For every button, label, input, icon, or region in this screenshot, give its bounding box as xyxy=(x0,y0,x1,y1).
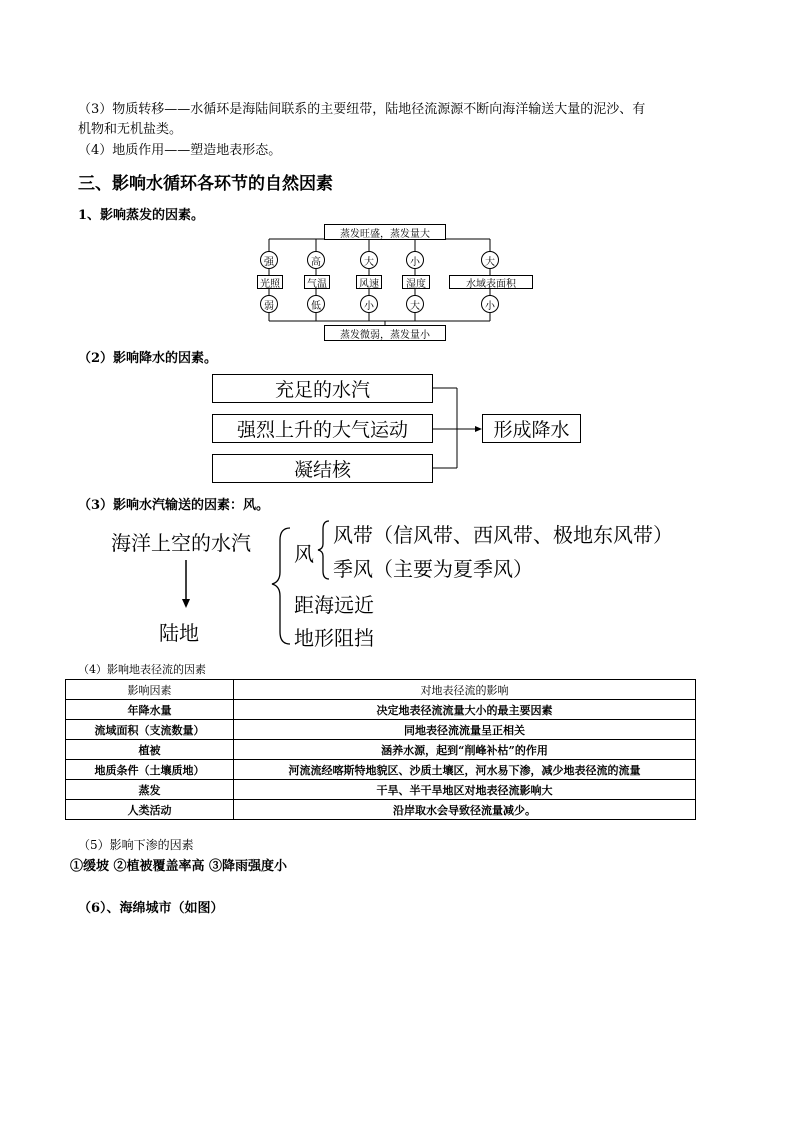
subheading-runoff: （4）影响地表径流的因素 xyxy=(78,663,206,676)
precip-factor-1: 充足的水汽 xyxy=(212,374,433,403)
evap-bottom-box: 蒸发微弱，蒸发量小 xyxy=(324,325,446,341)
subheading-vapor: （3）影响水汽输送的因素：风。 xyxy=(78,498,270,513)
table-cell-effect: 河流流经喀斯特地貌区、沙质土壤区，河水易下渗，减少地表径流的流量 xyxy=(234,760,696,780)
table-cell-effect: 沿岸取水会导致径流量减少。 xyxy=(234,800,696,820)
precip-factor-2: 强烈上升的大气运动 xyxy=(212,414,433,443)
section-title: 三、影响水循环各环节的自然因素 xyxy=(78,174,333,194)
table-cell-factor: 流域面积（支流数量） xyxy=(66,720,234,740)
precip-factor-3: 凝结核 xyxy=(212,454,433,483)
vapor-brace-outer xyxy=(270,526,294,648)
table-header-cell: 影响因素 xyxy=(66,680,234,700)
subheading-precipitation: （2）影响降水的因素。 xyxy=(78,351,218,366)
evap-col4-label: 湿度 xyxy=(402,275,430,289)
subheading-infiltration: （5）影响下渗的因素 xyxy=(78,838,194,852)
vapor-monsoon: 季风（主要为夏季风） xyxy=(333,557,533,581)
evap-col3-up: 大 xyxy=(360,251,378,269)
table-header-cell: 对地表径流的影响 xyxy=(234,680,696,700)
para-3-line1: （3）物质转移——水循环是海陆间联系的主要纽带，陆地径流源源不断向海洋输送大量的泥沙、有 xyxy=(78,102,646,117)
table-cell-effect: 决定地表径流流量大小的最主要因素 xyxy=(234,700,696,720)
table-cell-factor: 人类活动 xyxy=(66,800,234,820)
table-row xyxy=(66,700,696,720)
para-4: （4）地质作用——塑造地表形态。 xyxy=(78,143,282,158)
table-cell-effect: 干旱、半干旱地区对地表径流影响大 xyxy=(234,780,696,800)
evap-col5-label: 水域表面积 xyxy=(449,275,533,289)
vapor-distance: 距海远近 xyxy=(294,593,374,617)
table-cell-factor: 蒸发 xyxy=(66,780,234,800)
vapor-terrain: 地形阻挡 xyxy=(294,626,374,650)
table-row xyxy=(66,720,696,740)
precip-connector xyxy=(433,385,483,469)
evap-col5-down: 小 xyxy=(481,295,499,313)
vapor-arrow xyxy=(179,560,193,610)
table-row xyxy=(66,780,696,800)
evap-col2-down: 低 xyxy=(307,295,325,313)
evap-col1-label: 光照 xyxy=(257,275,283,289)
table-cell-effect: 涵养水源，起到“削峰补枯”的作用 xyxy=(234,740,696,760)
vapor-brace-inner xyxy=(316,519,332,581)
evap-col4-up: 小 xyxy=(406,251,424,269)
table-header-row xyxy=(66,680,696,700)
evap-col4-down: 大 xyxy=(406,295,424,313)
vapor-wind: 风 xyxy=(294,542,314,566)
evap-col1-up: 强 xyxy=(260,251,278,269)
evap-col1-down: 弱 xyxy=(260,295,278,313)
vapor-wind-belt: 风带（信风带、西风带、极地东风带） xyxy=(333,523,673,547)
precip-result: 形成降水 xyxy=(482,414,581,443)
evap-top-box: 蒸发旺盛，蒸发量大 xyxy=(324,224,446,240)
evap-col5-up: 大 xyxy=(481,251,499,269)
infiltration-items: ①缓坡 ②植被覆盖率高 ③降雨强度小 xyxy=(70,859,288,874)
table-cell-factor: 年降水量 xyxy=(66,700,234,720)
evap-col3-down: 小 xyxy=(360,295,378,313)
vapor-source: 海洋上空的水汽 xyxy=(111,531,251,555)
vapor-target: 陆地 xyxy=(159,621,199,645)
table-row xyxy=(66,800,696,820)
table-row xyxy=(66,760,696,780)
evap-col3-label: 风速 xyxy=(356,275,382,289)
evap-col2-label: 气温 xyxy=(304,275,330,289)
table-cell-effect: 同地表径流流量呈正相关 xyxy=(234,720,696,740)
subheading-sponge-city: （6）、海绵城市（如图） xyxy=(78,901,224,916)
para-3-line2: 机物和无机盐类。 xyxy=(78,122,183,137)
table-row xyxy=(66,740,696,760)
evap-col2-up: 高 xyxy=(307,251,325,269)
table-cell-factor: 植被 xyxy=(66,740,234,760)
table-cell-factor: 地质条件（土壤质地） xyxy=(66,760,234,780)
subheading-evaporation: 1、影响蒸发的因素。 xyxy=(78,208,205,223)
runoff-table xyxy=(65,679,696,820)
